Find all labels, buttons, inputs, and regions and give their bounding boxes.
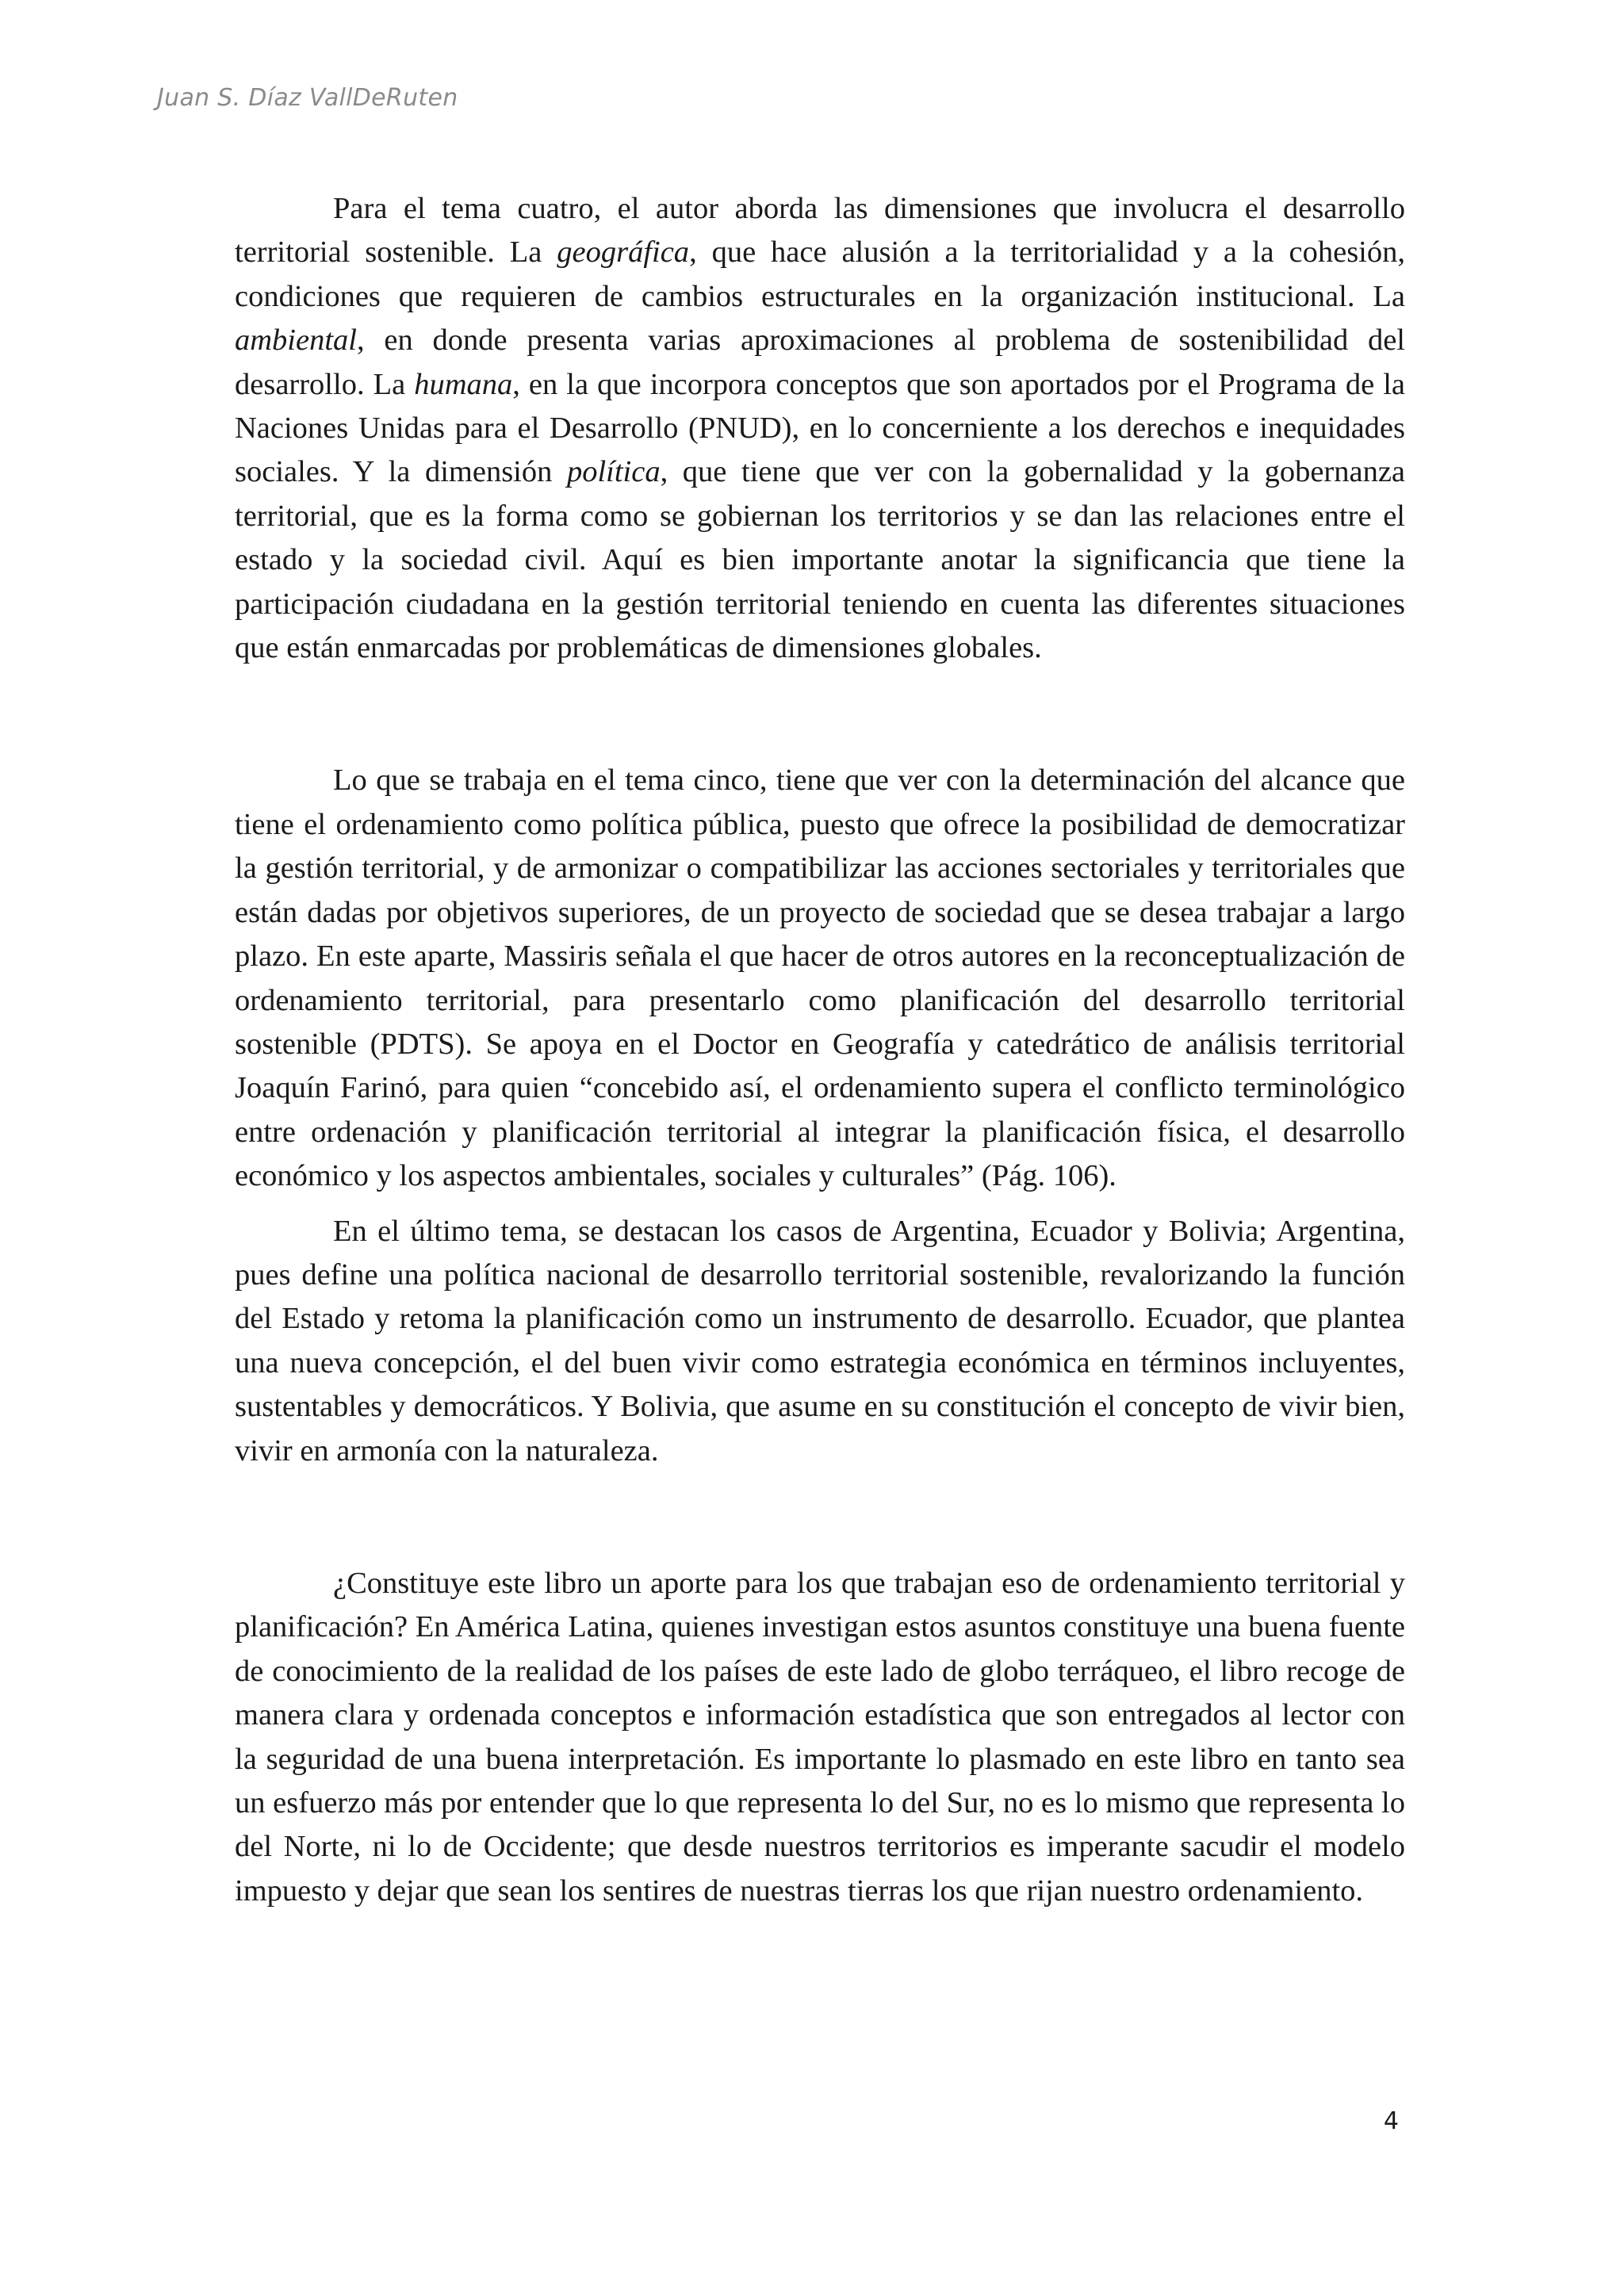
- paragraph-tema-cinco: Lo que se trabaja en el tema cinco, tiene que ver con la determinación del alcance que tiene el ordenamiento como política pública, puesto que ofrece la posibilidad de democratizar la gestión territorial, y de armonizar o compatibilizar las acciones sectoriales y territoriales que están dadas por objetivos superiores, de un proyecto de sociedad que se desea trabajar a largo plazo. En este aparte, Massiris señala el que hacer de otros autores en la reconceptualización de ordenamiento territorial, para presentarlo como planificación del desarrollo territorial sostenible (PDTS). Se apoya en el Doctor en Geografía y catedrático de análisis territorial Joaquín Farinó, para quien “concebido así, el ordenamiento supera el conflicto terminológico entre ordenación y planificación territorial al integrar la planificación física, el desarrollo económico y los aspectos ambientales, sociales y culturales” (Pág. 106).: [235, 763, 1405, 1193]
- paragraph-spacer: [235, 670, 1405, 759]
- text-run: Para el tema cuatro, el autor aborda las dimensiones que involucra el desarrollo territorial sostenible. La: [235, 192, 1405, 270]
- emphasis-geografica: geográfica: [557, 235, 690, 270]
- paragraph-conclusion: ¿Constituye este libro un aporte para los que trabajan eso de ordenamiento territorial y planificación? En América Latina, quienes investigan estos asuntos constituye una buena fuente de conocimiento de la realidad de los países de este lado de globo terráqueo, el libro recoge de manera clara y ordenada conceptos e información estadística que son entregados al lector con la seguridad de una buena interpretación. Es importante lo plasmado en este libro en tanto sea un esfuerzo más por entender que lo que representa lo del Sur, no es lo mismo que representa lo del Norte, ni lo de Occidente; que desde nuestros territorios es imperante sacudir el modelo impuesto y dejar que sean los sentires de nuestras tierras los que rijan nuestro ordenamiento.: [235, 1566, 1405, 1908]
- text-run: , que tiene que ver con la gobernalidad y la gobernanza territorial, que es la forma como se gobiernan los territorios y se dan las relaciones entre el estado y la sociedad civil. Aquí es bien importante anotar la significancia que tiene la participación ciudadana en la gestión territorial teniendo en cuenta las diferentes situaciones que están enmarcadas por problemáticas de dimensiones globales.: [235, 455, 1405, 665]
- text-run: , en donde presenta varias aproximaciones al problema de sostenibilidad del desarrollo. La: [235, 323, 1405, 401]
- emphasis-humana: humana: [414, 367, 513, 401]
- emphasis-ambiental: ambiental: [235, 323, 357, 358]
- emphasis-politica: política: [566, 455, 661, 489]
- document-body: [235, 187, 1405, 1913]
- paragraph-ultimo-tema: En el último tema, se destacan los casos de Argentina, Ecuador y Bolivia; Argentina, pues define una política nacional de desarrollo territorial sostenible, revalorizando la función del Estado y retoma la planificación como un instrumento de desarrollo. Ecuador, que plantea una nueva concepción, el del buen vivir como estrategia económica en términos incluyentes, sustentables y democráticos. Y Bolivia, que asume en su constitución el concepto de vivir bien, vivir en armonía con la naturaleza.: [235, 1214, 1405, 1468]
- paragraph-spacer: [235, 1199, 1405, 1210]
- paragraph-spacer: [235, 1473, 1405, 1562]
- page-number: 4: [1383, 2107, 1399, 2135]
- running-header-author: Juan S. Díaz VallDeRuten: [157, 84, 458, 112]
- text-run: , que hace alusión a la territorialidad y a la cohesión, condiciones que requieren de cambios estructurales en la organización institucional. La: [235, 235, 1405, 313]
- paragraph-dimensions: [235, 187, 1405, 670]
- text-run: , en la que incorpora conceptos que son aportados por el Programa de la Naciones Unidas para el Desarrollo (PNUD), en lo concerniente a los derechos e inequidades sociales. Y la dimensión: [235, 367, 1405, 489]
